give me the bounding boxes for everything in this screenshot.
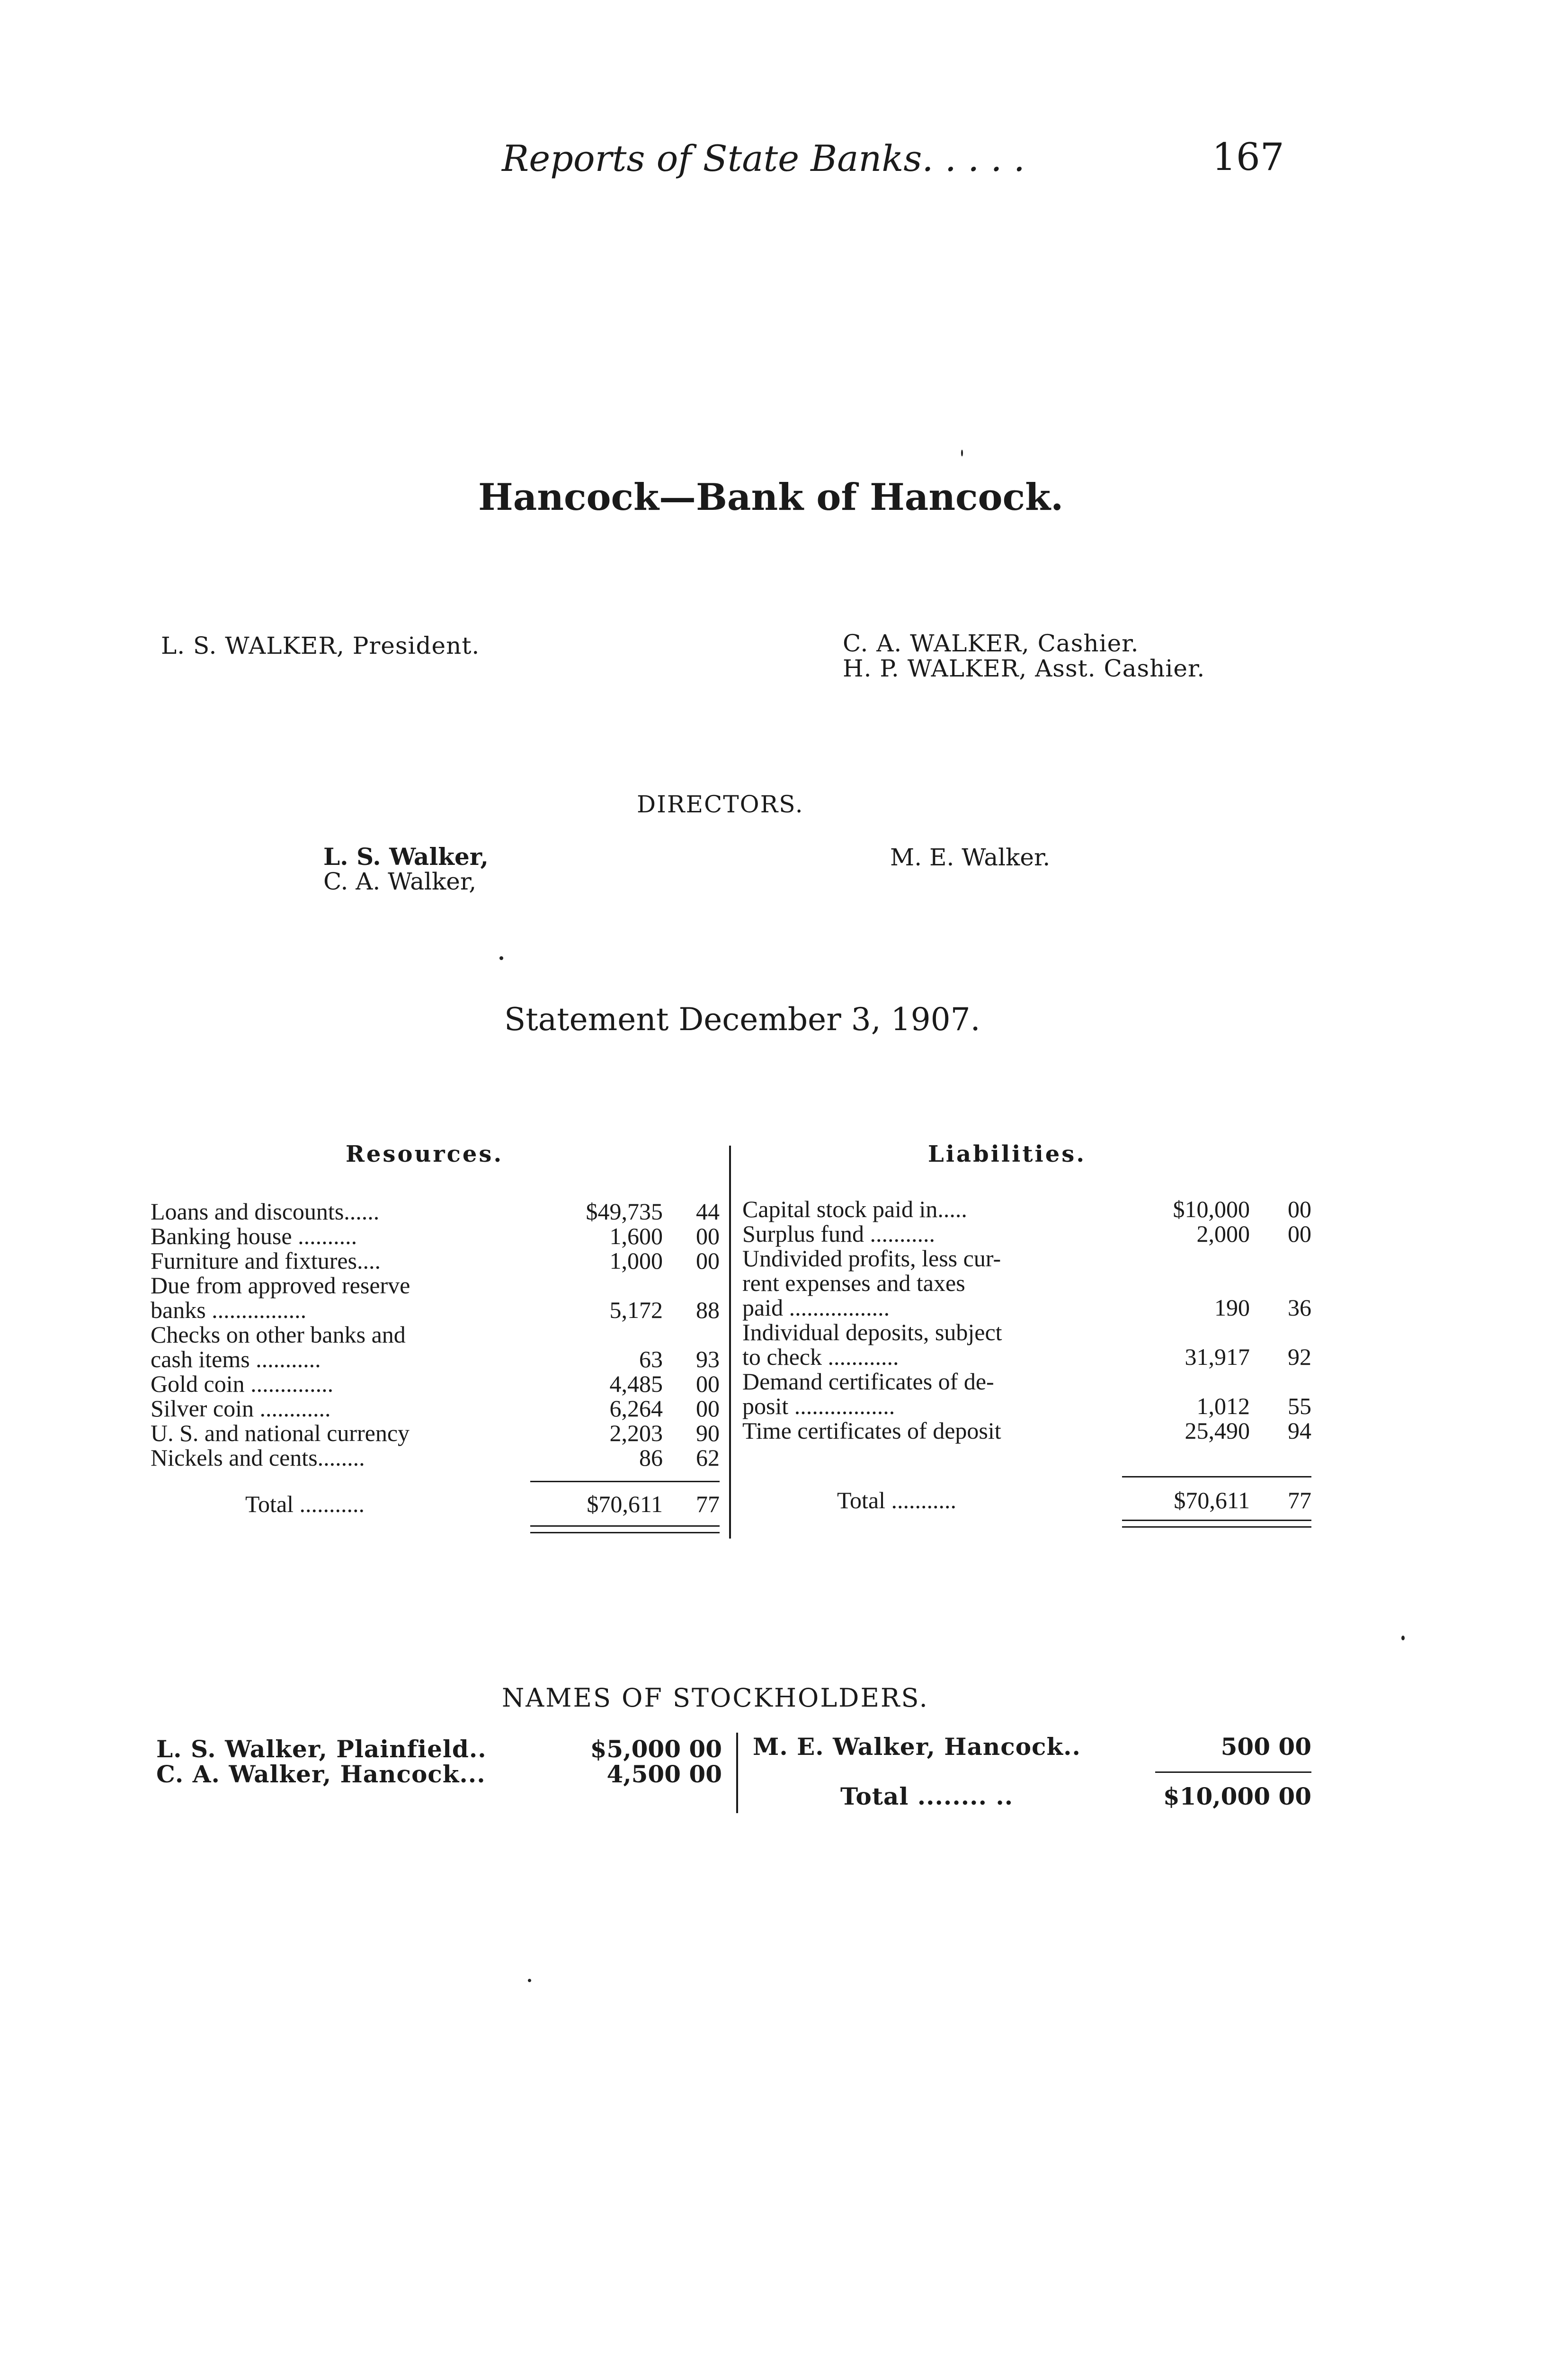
liabilities-total-dollars: $70,611 — [1174, 1487, 1250, 1513]
resource-cents: 00 — [696, 1370, 720, 1397]
resource-label: cash items ........... — [151, 1346, 321, 1372]
director-1: L. S. Walker, — [323, 843, 489, 871]
resource-cents: 44 — [696, 1198, 720, 1225]
liability-cents: 94 — [1288, 1417, 1311, 1444]
liability-label: Demand certificates of de- — [742, 1368, 994, 1395]
resource-label: Banking house .......... — [151, 1223, 357, 1249]
stockholders-total-amount: $10,000 00 — [1163, 1782, 1311, 1810]
liability-dollars: 31,917 — [1185, 1344, 1250, 1370]
resource-cents: 00 — [696, 1247, 720, 1274]
stockholder-amount: $5,000 00 — [590, 1735, 722, 1763]
liabilities-heading: Liabilities. — [928, 1141, 1087, 1167]
liabilities-total-rule — [1122, 1476, 1311, 1477]
resource-dollars: 1,000 — [609, 1247, 663, 1274]
resource-label: Checks on other banks and — [151, 1321, 406, 1348]
bank-title: Hancock—Bank of Hancock. — [478, 476, 1064, 519]
stockholder-amount: 4,500 00 — [606, 1760, 722, 1788]
resource-dollars: 1,600 — [609, 1223, 663, 1249]
resource-cents: 62 — [696, 1444, 720, 1471]
liability-dollars: 2,000 — [1196, 1220, 1250, 1247]
liability-cents: 55 — [1288, 1393, 1311, 1419]
liability-label: Undivided profits, less cur- — [742, 1245, 1001, 1272]
resource-label: Gold coin .............. — [151, 1370, 334, 1397]
liability-cents: 00 — [1288, 1196, 1311, 1222]
resources-total-cents: 77 — [696, 1491, 720, 1517]
column-divider — [729, 1146, 731, 1539]
resource-label: Silver coin ............ — [151, 1395, 331, 1422]
page-number: 167 — [1212, 135, 1284, 179]
stockholders-heading: NAMES OF STOCKHOLDERS. — [502, 1683, 929, 1713]
liability-label: rent expenses and taxes — [742, 1270, 965, 1296]
resource-dollars: $49,735 — [586, 1198, 663, 1225]
scan-speck — [499, 956, 503, 960]
statement-title: Statement December 3, 1907. — [504, 1001, 980, 1038]
liability-dollars: 25,490 — [1185, 1417, 1250, 1444]
resources-heading: Resources. — [346, 1141, 504, 1167]
resource-cents: 00 — [696, 1223, 720, 1249]
resource-cents: 00 — [696, 1395, 720, 1422]
president: L. S. WALKER, President. — [161, 632, 480, 659]
resource-dollars: 4,485 — [609, 1370, 663, 1397]
scan-speck — [961, 450, 963, 456]
resource-label: banks ................ — [151, 1297, 307, 1323]
stockholder-name: C. A. Walker, Hancock... — [156, 1760, 486, 1788]
liability-label: Surplus fund ........... — [742, 1220, 935, 1247]
liabilities-double-rule-1 — [1122, 1520, 1311, 1521]
resource-dollars: 63 — [639, 1346, 663, 1372]
resource-cents: 90 — [696, 1420, 720, 1446]
running-title: Reports of State Banks. . . . . — [502, 137, 1025, 179]
liability-label: Capital stock paid in..... — [742, 1196, 967, 1222]
liability-label: paid ................. — [742, 1294, 890, 1321]
cashier: C. A. WALKER, Cashier. — [843, 630, 1139, 657]
liabilities-total-cents: 77 — [1288, 1487, 1311, 1513]
liability-label: Time certificates of deposit — [742, 1417, 1001, 1444]
scan-speck — [528, 1979, 531, 1982]
liability-cents: 92 — [1288, 1344, 1311, 1370]
stockholders-divider — [736, 1733, 738, 1813]
stockholders-total-label: Total ........ .. — [840, 1782, 1014, 1810]
resource-label: Furniture and fixtures.... — [151, 1247, 381, 1274]
liability-cents: 00 — [1288, 1220, 1311, 1247]
resources-total-label: Total ........... — [245, 1491, 365, 1517]
liability-dollars: 190 — [1214, 1294, 1250, 1321]
resource-dollars: 86 — [639, 1444, 663, 1471]
resource-label: Due from approved reserve — [151, 1272, 410, 1299]
stockholder-name: M. E. Walker, Hancock.. — [753, 1733, 1081, 1761]
resources-total-dollars: $70,611 — [587, 1491, 663, 1517]
resources-total-rule — [530, 1481, 720, 1482]
resource-cents: 93 — [696, 1346, 720, 1372]
director-3: M. E. Walker. — [890, 844, 1051, 871]
resources-double-rule-1 — [530, 1525, 720, 1527]
liability-dollars: 1,012 — [1196, 1393, 1250, 1419]
director-2: C. A. Walker, — [323, 868, 477, 895]
scan-speck — [1401, 1636, 1405, 1640]
liability-dollars: $10,000 — [1173, 1196, 1250, 1222]
directors-heading: DIRECTORS. — [637, 791, 804, 818]
stockholders-total-rule — [1155, 1771, 1311, 1773]
assistant-cashier: H. P. WALKER, Asst. Cashier. — [843, 655, 1205, 682]
liability-cents: 36 — [1288, 1294, 1311, 1321]
resource-dollars: 6,264 — [609, 1395, 663, 1422]
resources-double-rule-2 — [530, 1532, 720, 1533]
resource-cents: 88 — [696, 1297, 720, 1323]
stockholder-amount: 500 00 — [1221, 1733, 1311, 1761]
liability-label: posit ................. — [742, 1393, 895, 1419]
resource-label: U. S. and national currency — [151, 1420, 410, 1446]
stockholder-name: L. S. Walker, Plainfield.. — [156, 1735, 487, 1763]
resource-dollars: 5,172 — [609, 1297, 663, 1323]
resource-dollars: 2,203 — [609, 1420, 663, 1446]
liability-label: Individual deposits, subject — [742, 1319, 1002, 1345]
liabilities-total-label: Total ........... — [837, 1487, 957, 1513]
resource-label: Loans and discounts...... — [151, 1198, 380, 1225]
resource-label: Nickels and cents........ — [151, 1444, 365, 1471]
liability-label: to check ............ — [742, 1344, 899, 1370]
liabilities-double-rule-2 — [1122, 1526, 1311, 1528]
